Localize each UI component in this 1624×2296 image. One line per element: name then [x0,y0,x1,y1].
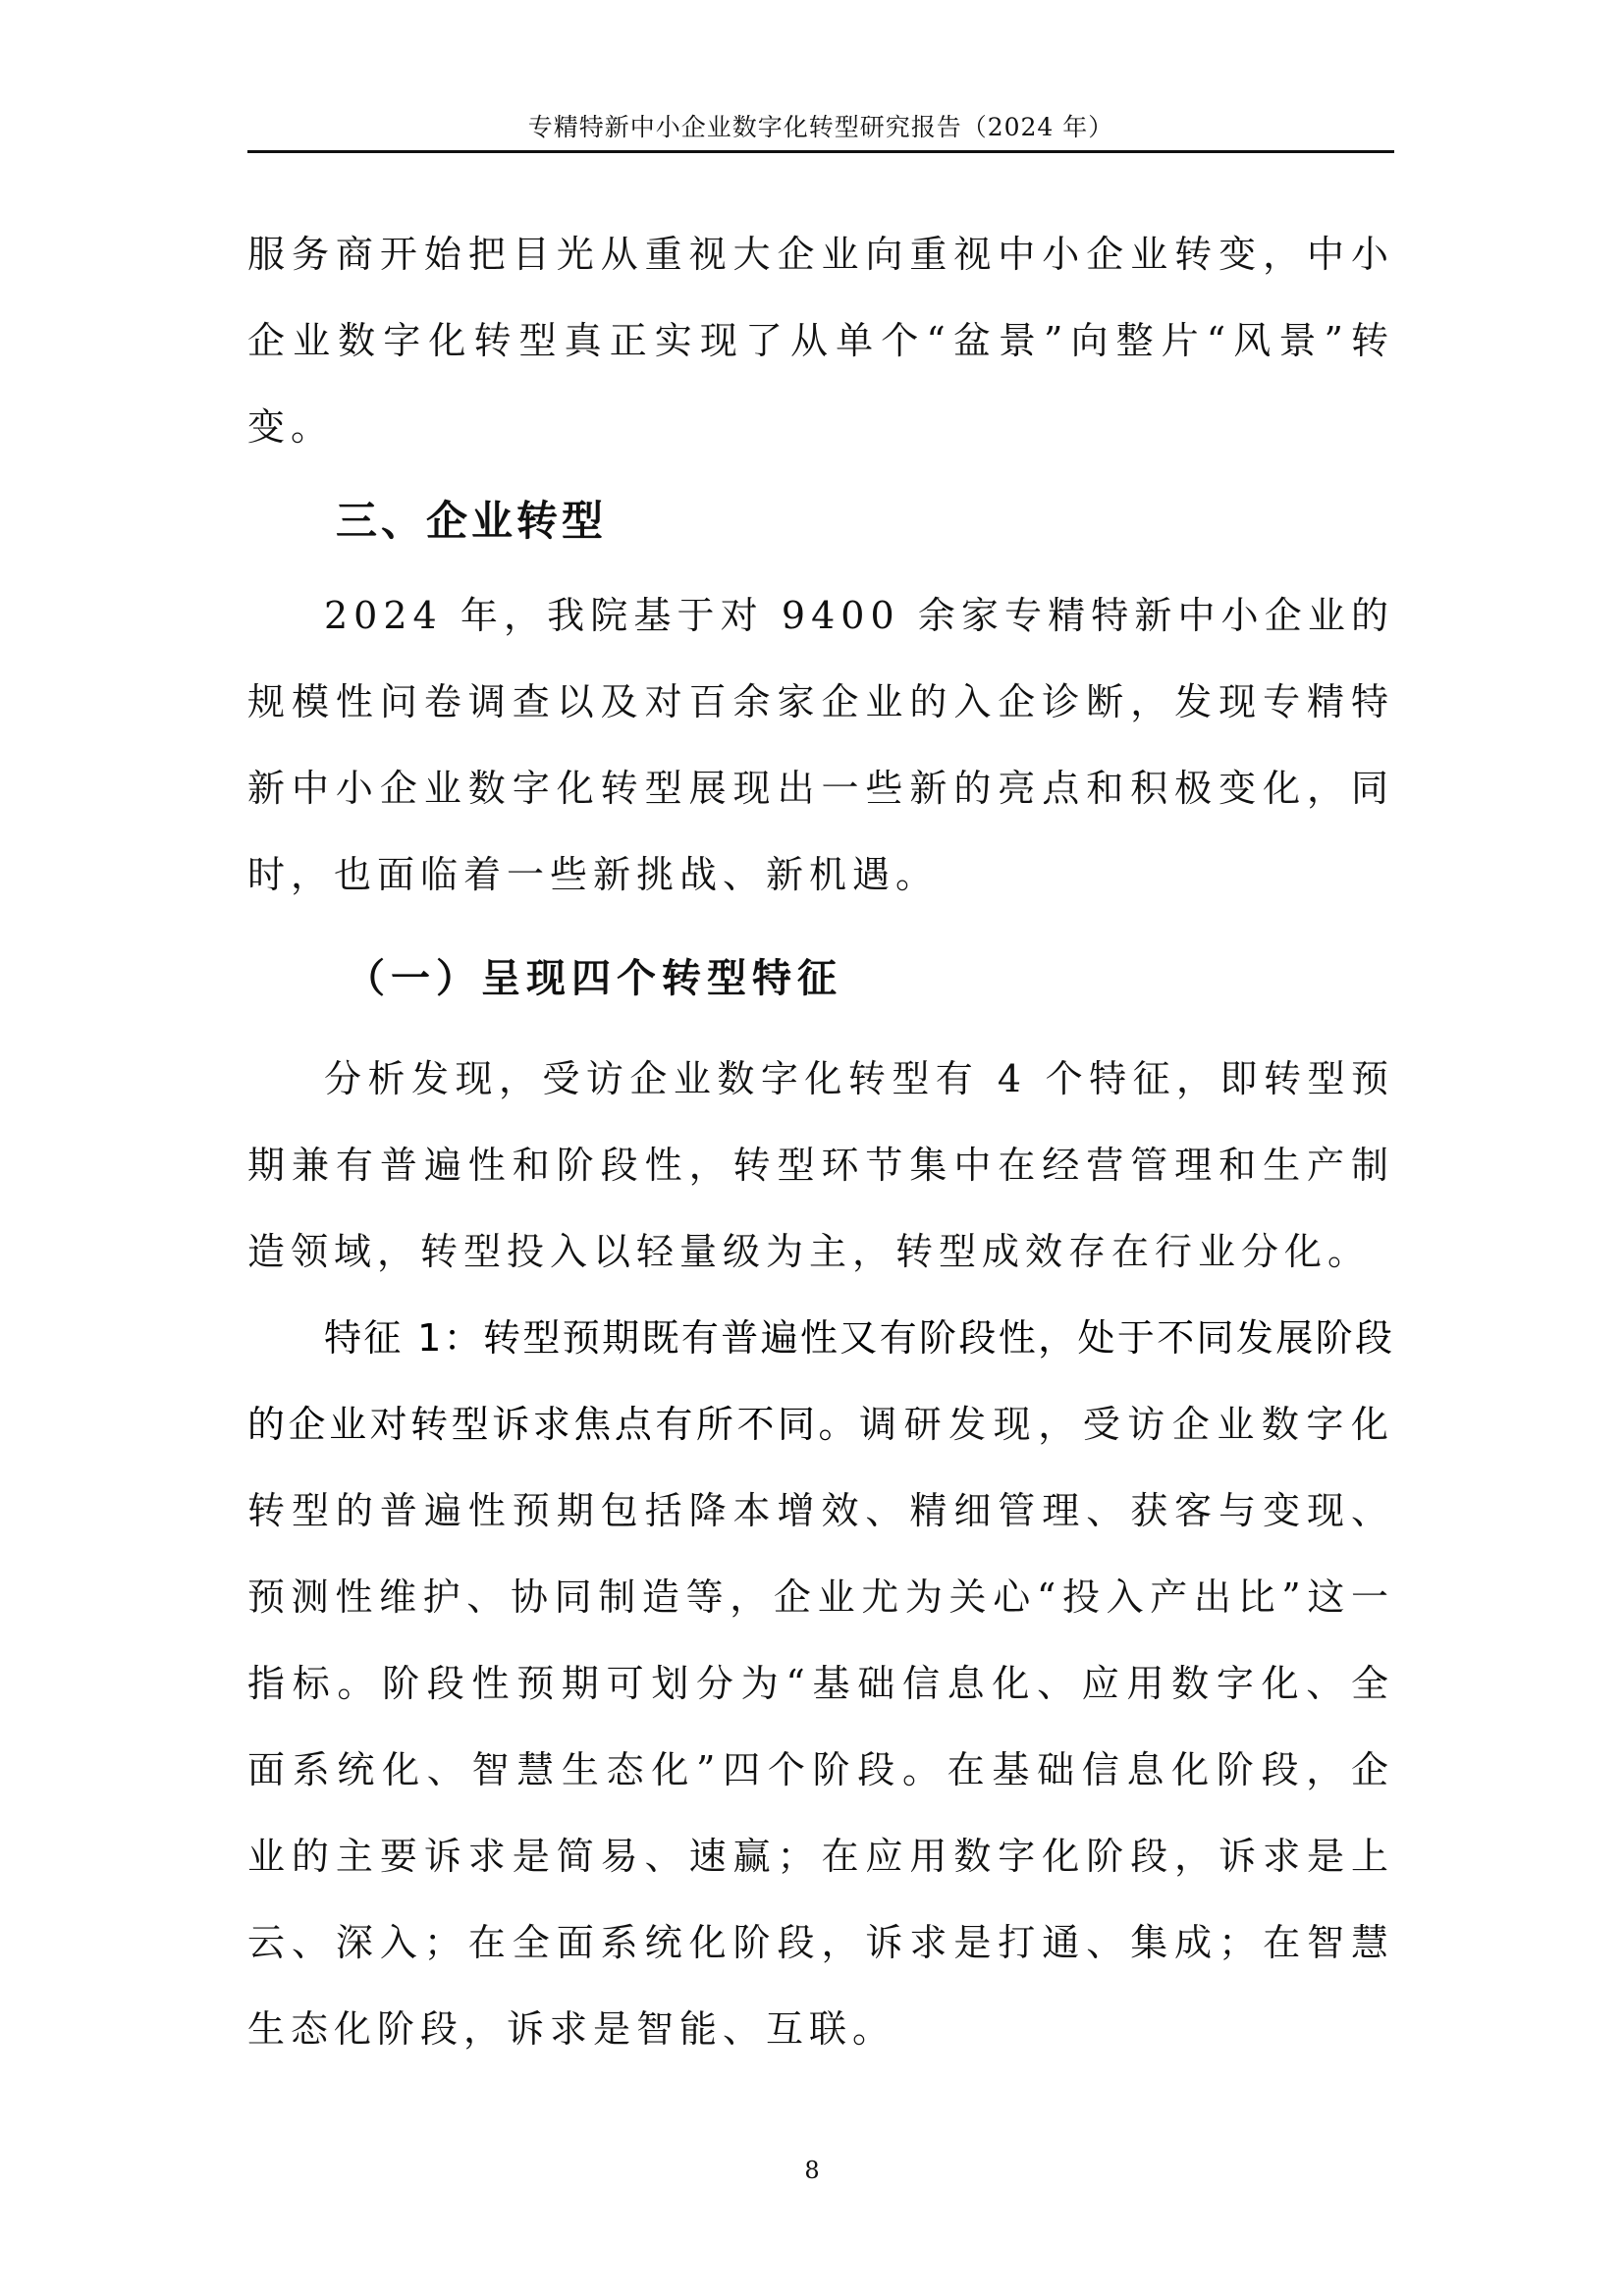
paragraph-feature-1 [247,1295,1394,2072]
running-header-title: 专精特新中小企业数字化转型研究报告（2024 年） [527,113,1114,141]
header-divider [247,150,1394,153]
paragraph-intro: 2024 年，我院基于对 9400 余家专精特新中小企业的规模性问卷调查以及对百余家企业的入企诊断，发现专精特新中小企业数字化转型展现出一些新的亮点和积极变化，同时，也面临着一些新挑战、新机遇。 [247,594,1394,896]
paragraph-continuation: 服务商开始把目光从重视大企业向重视中小企业转变，中小企业数字化转型真正实现了从单个“盆景”向整片“风景”转变。 [247,233,1394,449]
feature-1-body: 调研发现，受访企业数字化转型的普遍性预期包括降本增效、精细管理、获客与变现、预测性维护、协同制造等，企业尤为关心“投入产出比”这一指标。阶段性预期可划分为“基础信息化、应用数字化、全面系统化、智慧生态化”四个阶段。在基础信息化阶段，企业的主要诉求是简易、速赢；在应用数字化阶段，诉求是上云、深入；在全面系统化阶段，诉求是打通、集成；在智慧生态化阶段，诉求是智能、互联。 [247,1403,1394,2051]
page-number: 8 [804,2157,820,2184]
section-heading: 三、企业转型 [336,497,608,545]
subsection-heading: （一）呈现四个转型特征 [346,956,842,1001]
feature-1-lead: 特征 1：转型预期既有普遍性又有阶段性，处于不同发展阶段的企业对转型诉求焦点有所不同。 [247,1316,1394,1446]
page-body [247,211,1394,2072]
paragraph-analysis: 分析发现，受访企业数字化转型有 4 个特征，即转型预期兼有普遍性和阶段性，转型环节集中在经营管理和生产制造领域，转型投入以轻量级为主，转型成效存在行业分化。 [247,1057,1394,1273]
